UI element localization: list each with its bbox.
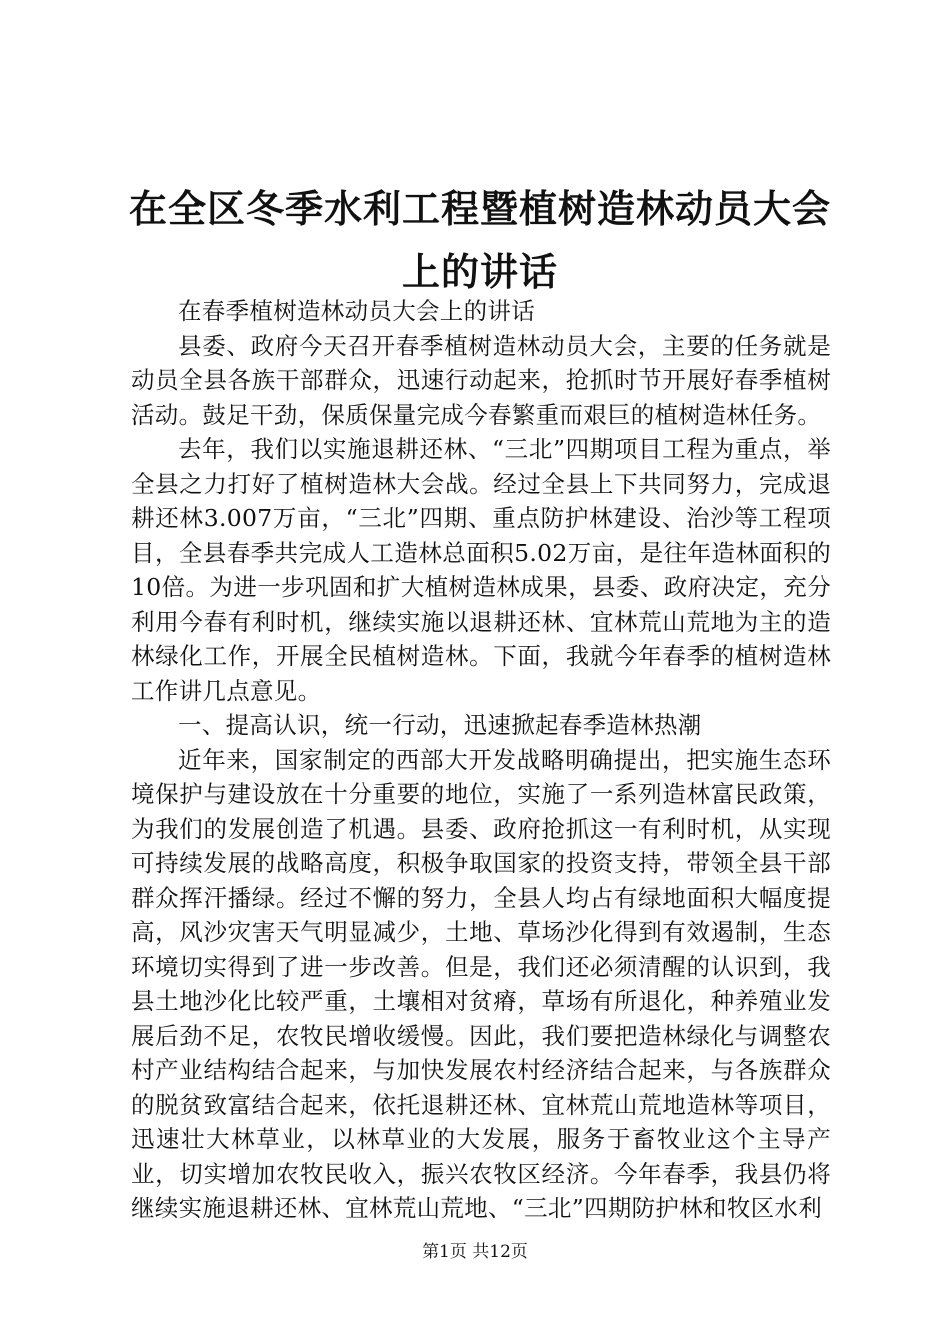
- body-paragraph: 近年来，国家制定的西部大开发战略明确提出，把实施生态环境保护与建设放在十分重要的地位，实施了一系列造林富民政策，为我们的发展创造了机遇。县委、政府抢抓这一有利时机，从实现可持续发展的战略高度，积极争取国家的投资支持，带领全县干部群众挥汗播绿。经过不懈的努力，全县人均占有绿地面积大幅度提高，风沙灾害天气明显减少，土地、草场沙化得到有效遏制，生态环境切实得到了进一步改善。但是，我们还必须清醒的认识到，我县土地沙化比较严重，土壤相对贫瘠，草场有所退化，种养殖业发展后劲不足，农牧民增收缓慢。因此，我们要把造林绿化与调整农村产业结构结合起来，与加快发展农村经济结合起来，与各族群众的脱贫致富结合起来，依托退耕还林、宜林荒山荒地造林等项目，迅速壮大林草业，以林草业的大发展，服务于畜牧业这个主导产业，切实增加农牧民收入，振兴农牧区经济。今年春季，我县仍将继续实施退耕还林、宜林荒山荒地、“三北”四期防护林和牧区水利: [131, 745, 831, 1222]
- document-title: 在全区冬季水利工程暨植树造林动员大会上的讲话: [128, 187, 831, 294]
- page-number-footer: 第1页 共12页: [422, 1242, 528, 1262]
- document-body: [131, 294, 831, 1226]
- section-heading: 一、提高认识，统一行动，迅速掀起春季造林热潮: [178, 711, 702, 739]
- body-paragraph: 去年，我们以实施退耕还林、“三北”四期项目工程为重点，举全县之力打好了植树造林大会战。经过全县上下共同努力，完成退耕还林3.007万亩，“三北”四期、重点防护林建设、治沙等工程项目，全县春季共完成人工造林总面积5.02万亩，是往年造林面积的10倍。为进一步巩固和扩大植树造林成果，县委、政府决定，充分利用今春有利时机，继续实施以退耕还林、宜林荒山荒地为主的造林绿化工作，开展全民植树造林。下面，我就今年春季的植树造林工作讲几点意见。: [131, 435, 831, 705]
- body-paragraph: 县委、政府今天召开春季植树造林动员大会，主要的任务就是动员全县各族干部群众，迅速行动起来，抢抓时节开展好春季植树活动。鼓足干劲，保质保量完成今春繁重而艰巨的植树造林任务。: [131, 331, 831, 429]
- subtitle-paragraph: 在春季植树造林动员大会上的讲话: [178, 297, 535, 325]
